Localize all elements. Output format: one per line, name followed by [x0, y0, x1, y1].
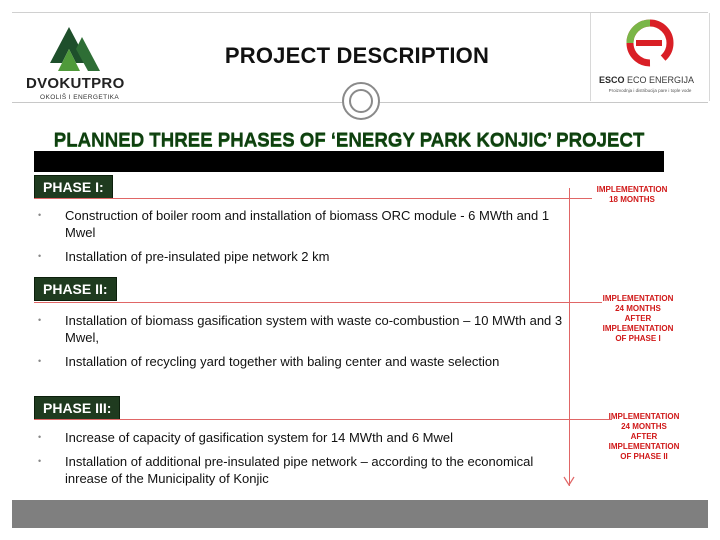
bullet-icon: • — [38, 251, 42, 261]
eco-energija-prefix: ESCO — [599, 75, 628, 85]
phase-3-label: PHASE III: — [34, 396, 120, 420]
subtitle: PLANNED THREE PHASES OF ‘ENERGY PARK KONJIC’ PROJECT — [53, 130, 645, 151]
circle-ornament — [342, 82, 380, 120]
eco-energija-logo — [590, 13, 710, 101]
dvokutpro-logo — [22, 23, 142, 103]
phase-1-rule — [34, 198, 592, 199]
list-item: • Installation of biomass gasification system with waste co-combustion – 10 MWth and 3 Mwel, — [38, 313, 563, 345]
eco-energija-name: ECO ENERGIJA — [627, 75, 695, 85]
eco-energija-tagline: Proizvodnja i distribucija pare i tople vode — [608, 88, 692, 93]
slide — [12, 12, 708, 528]
subtitle-bar — [34, 151, 664, 172]
phase-1-implementation: IMPLEMENTATION 18 MONTHS — [596, 185, 668, 204]
eco-energija-logo-icon — [591, 13, 709, 73]
phase-2-bullets — [34, 312, 574, 377]
phase-1-label: PHASE I: — [34, 175, 113, 199]
bullet-icon: • — [38, 432, 42, 442]
list-item: • Installation of additional pre-insulated pipe network – according to the economical inrease of the Municipality of Konjic — [38, 454, 534, 486]
phase-1-bullets — [34, 207, 574, 272]
bullet-icon: • — [38, 456, 42, 466]
phase-2-label: PHASE II: — [34, 277, 117, 301]
list-item: • Installation of recycling yard together with baling center and waste selection — [38, 354, 500, 369]
timeline-arrow-icon — [563, 476, 575, 486]
dvokutpro-tagline: OKOLIŠ I ENERGETIKA — [40, 94, 120, 101]
list-item: • Installation of pre-insulated pipe network 2 km — [38, 249, 330, 264]
phase-3-implementation: IMPLEMENTATION 24 MONTHS AFTER IMPLEMENTATION OF PHASE II — [608, 412, 680, 461]
bullet-icon: • — [38, 356, 42, 366]
page-title: PROJECT DESCRIPTION — [224, 43, 490, 68]
phase-2-rule — [34, 302, 602, 303]
timeline-line — [569, 188, 570, 486]
phase-3-rule — [34, 419, 612, 420]
phase-2-implementation: IMPLEMENTATION 24 MONTHS AFTER IMPLEMENTATION OF PHASE I — [602, 294, 674, 343]
footer-bar — [12, 500, 708, 528]
list-item: • Construction of boiler room and installation of biomass ORC module - 6 MWth and 1 Mwel — [38, 208, 550, 240]
bullet-icon: • — [38, 315, 42, 325]
phase-3-bullets — [34, 429, 574, 494]
dvokutpro-name: DVOKUTPRO — [26, 75, 125, 92]
list-item: • Increase of capacity of gasification system for 14 MWth and 6 Mwel — [38, 430, 454, 445]
bullet-icon: • — [38, 210, 42, 220]
